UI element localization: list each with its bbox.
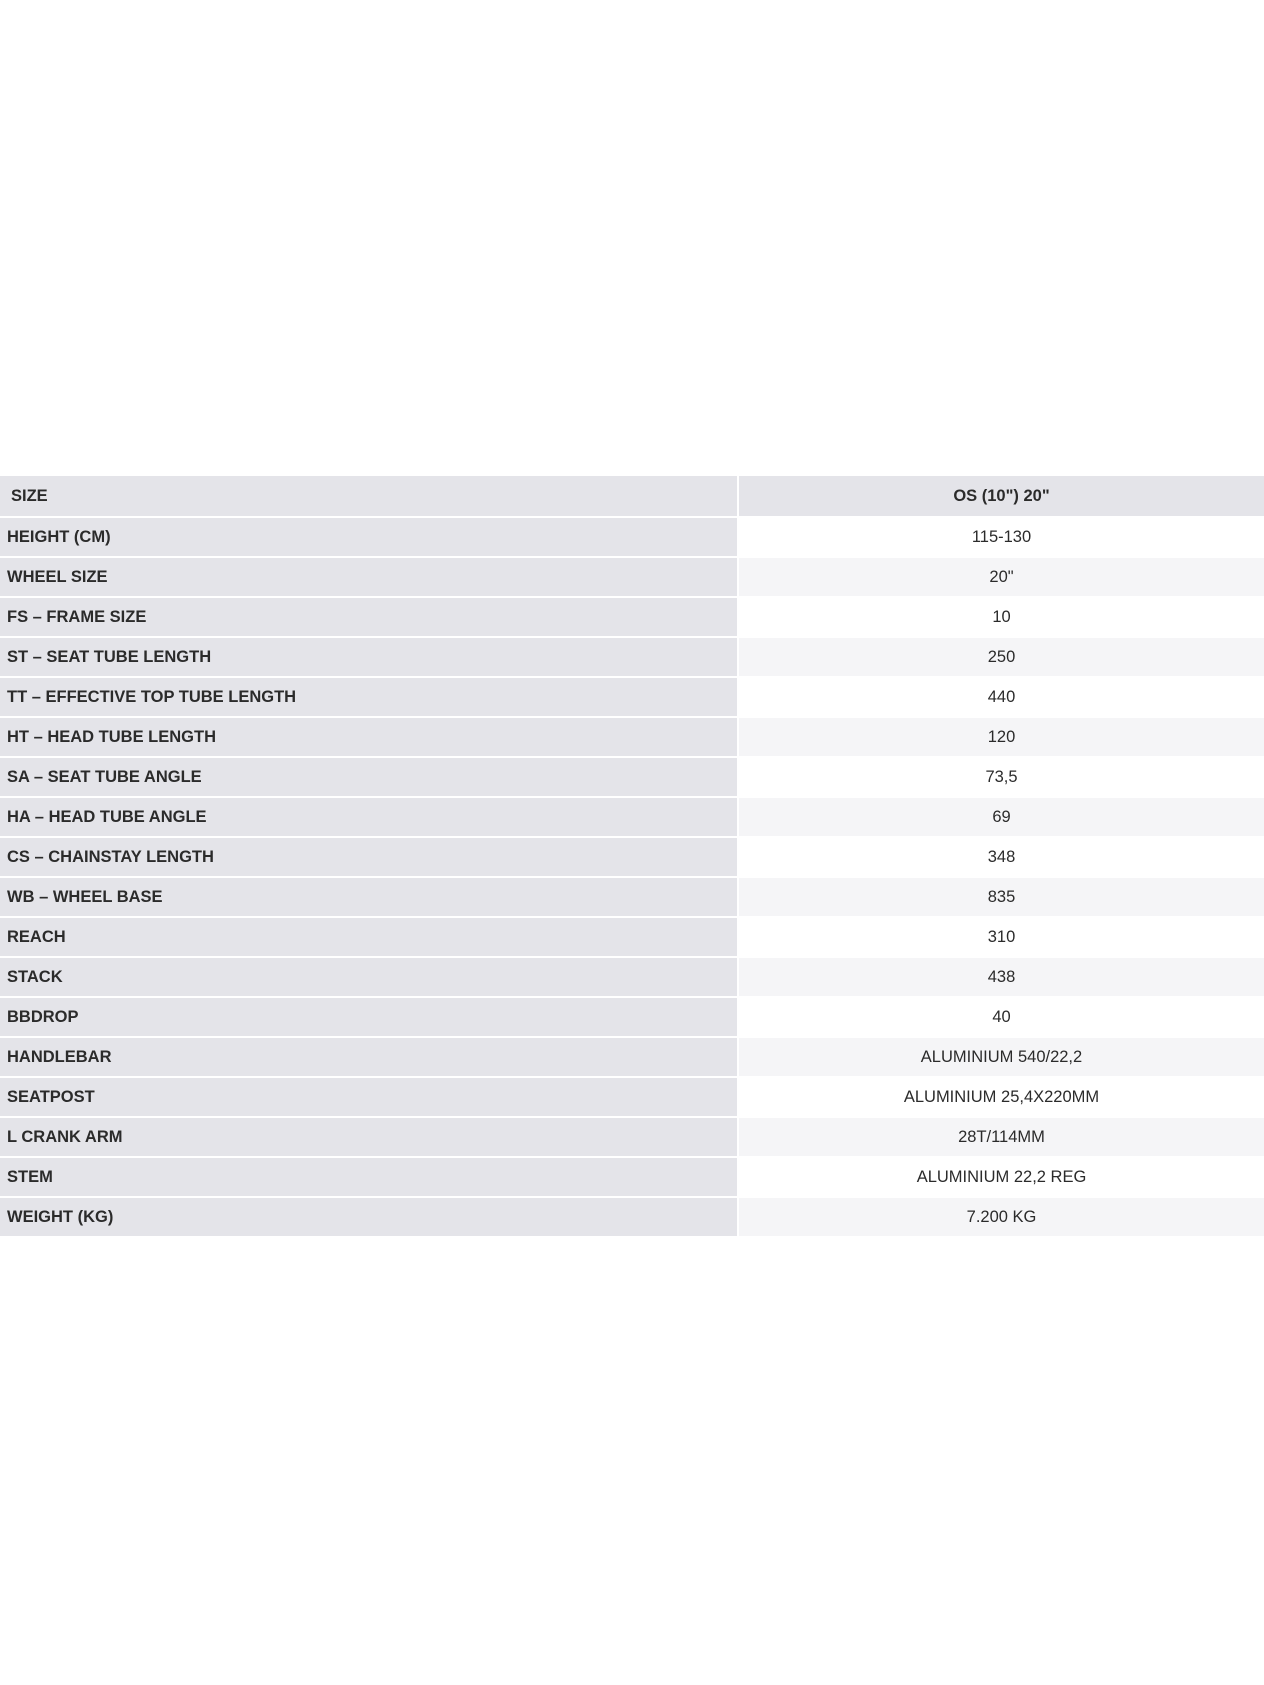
row-label: FS – FRAME SIZE	[0, 597, 738, 637]
row-label: HA – HEAD TUBE ANGLE	[0, 797, 738, 837]
row-value: 115-130	[738, 517, 1264, 557]
row-value: 40	[738, 997, 1264, 1037]
header-row	[0, 476, 1264, 517]
row-value: 28T/114MM	[738, 1117, 1264, 1157]
table-row	[0, 957, 1264, 997]
row-label: CS – CHAINSTAY LENGTH	[0, 837, 738, 877]
row-value: 10	[738, 597, 1264, 637]
row-value: 69	[738, 797, 1264, 837]
table-row	[0, 517, 1264, 557]
header-size-label: SIZE	[0, 476, 738, 517]
table-row	[0, 797, 1264, 837]
table-row	[0, 1197, 1264, 1237]
row-label: TT – EFFECTIVE TOP TUBE LENGTH	[0, 677, 738, 717]
table-row	[0, 557, 1264, 597]
row-label: SEATPOST	[0, 1077, 738, 1117]
table-row	[0, 877, 1264, 917]
row-value: 73,5	[738, 757, 1264, 797]
table-row	[0, 717, 1264, 757]
row-label: WEIGHT (KG)	[0, 1197, 738, 1237]
row-value: 310	[738, 917, 1264, 957]
table-row	[0, 597, 1264, 637]
row-value: 250	[738, 637, 1264, 677]
row-value: 20"	[738, 557, 1264, 597]
row-value: 7.200 KG	[738, 1197, 1264, 1237]
table-row	[0, 1077, 1264, 1117]
row-label: WHEEL SIZE	[0, 557, 738, 597]
table-row	[0, 1157, 1264, 1197]
table-row	[0, 1117, 1264, 1157]
row-label: HANDLEBAR	[0, 1037, 738, 1077]
row-label: HEIGHT (CM)	[0, 517, 738, 557]
row-label: SA – SEAT TUBE ANGLE	[0, 757, 738, 797]
row-value: 835	[738, 877, 1264, 917]
table-row	[0, 757, 1264, 797]
table-body	[0, 517, 1264, 1237]
row-label: HT – HEAD TUBE LENGTH	[0, 717, 738, 757]
row-value: 348	[738, 837, 1264, 877]
row-value: 120	[738, 717, 1264, 757]
header-size-value: OS (10") 20"	[738, 476, 1264, 517]
geometry-spec-table	[0, 476, 1264, 1238]
table-row	[0, 837, 1264, 877]
row-value: ALUMINIUM 25,4X220MM	[738, 1077, 1264, 1117]
table-row	[0, 1037, 1264, 1077]
table-row	[0, 917, 1264, 957]
row-label: STEM	[0, 1157, 738, 1197]
row-label: ST – SEAT TUBE LENGTH	[0, 637, 738, 677]
row-value: 440	[738, 677, 1264, 717]
row-value: 438	[738, 957, 1264, 997]
row-label: L CRANK ARM	[0, 1117, 738, 1157]
row-value: ALUMINIUM 22,2 REG	[738, 1157, 1264, 1197]
row-label: STACK	[0, 957, 738, 997]
table-row	[0, 677, 1264, 717]
table-row	[0, 637, 1264, 677]
table-row	[0, 997, 1264, 1037]
row-label: BBDROP	[0, 997, 738, 1037]
row-label: REACH	[0, 917, 738, 957]
table-header	[0, 476, 1264, 517]
row-value: ALUMINIUM 540/22,2	[738, 1037, 1264, 1077]
row-label: WB – WHEEL BASE	[0, 877, 738, 917]
